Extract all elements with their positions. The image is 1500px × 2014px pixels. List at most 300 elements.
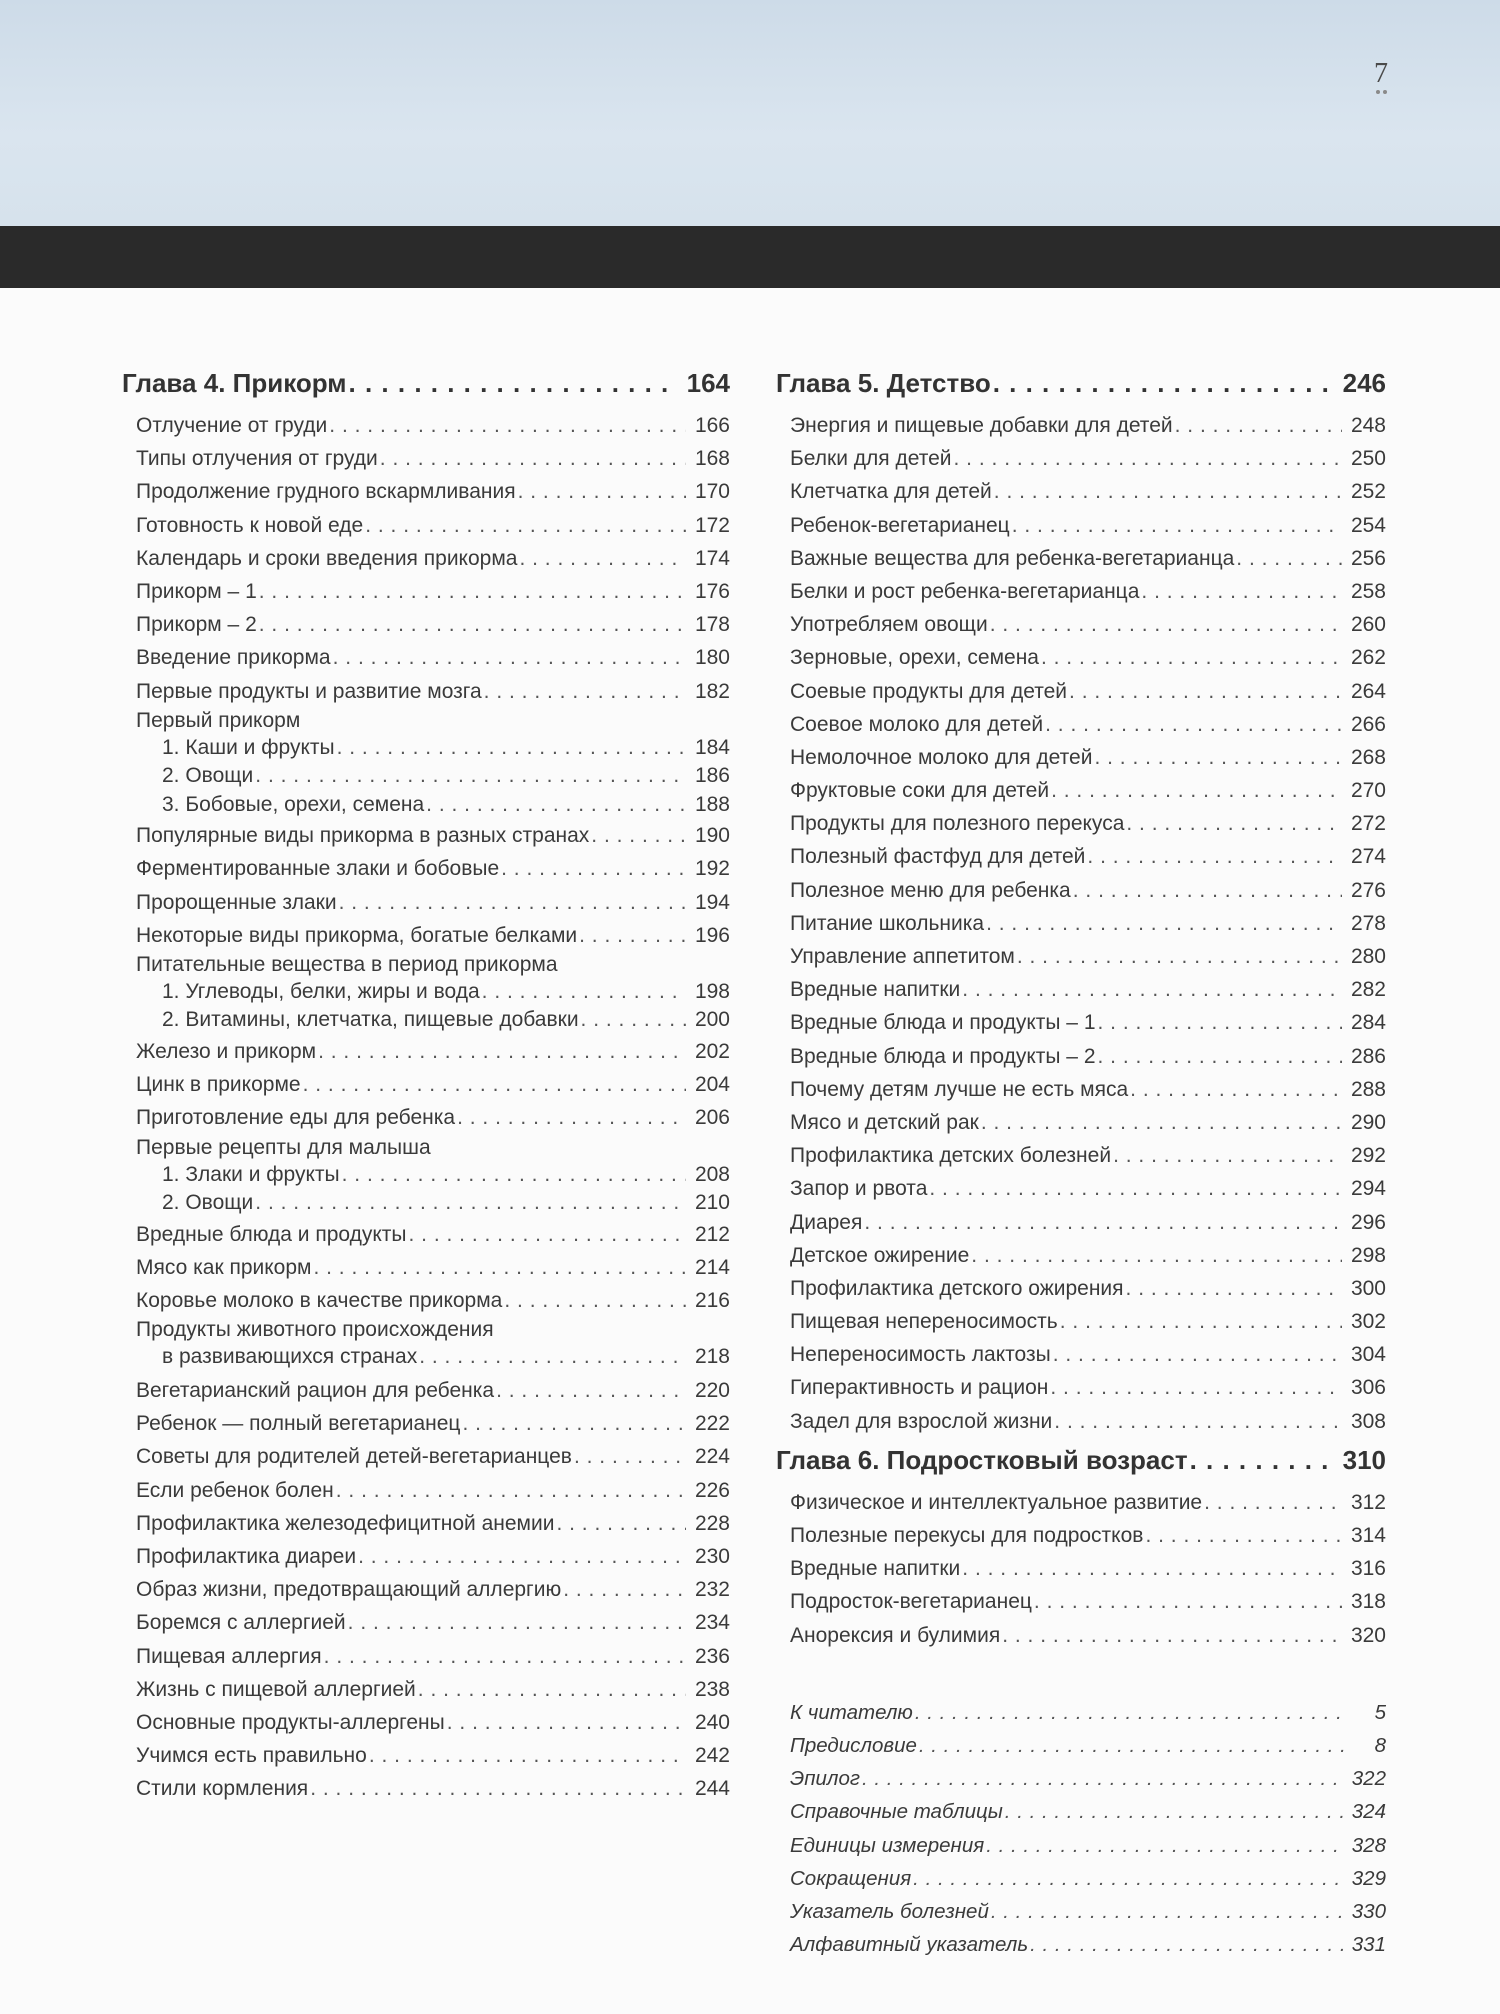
toc-entry[interactable]	[122, 919, 730, 952]
dot-leader	[342, 1161, 686, 1190]
toc-entry[interactable]	[776, 608, 1386, 641]
entry-page: 200	[694, 1008, 730, 1032]
toc-entry[interactable]	[122, 1135, 730, 1161]
entry-title: Мясо как прикорм	[136, 1255, 312, 1279]
toc-entry[interactable]	[776, 1040, 1386, 1073]
toc-entry[interactable]	[122, 509, 730, 542]
entry-page: 302	[1350, 1310, 1386, 1334]
toc-entry[interactable]	[122, 952, 730, 978]
toc-entry[interactable]	[776, 1619, 1386, 1652]
chapter-title: Глава 4. Прикорм	[122, 368, 347, 398]
entry-title: Жизнь с пищевой аллергией	[136, 1677, 416, 1701]
entry-page: 208	[694, 1162, 730, 1186]
entry-page: 266	[1350, 712, 1386, 736]
dot-leader	[1017, 940, 1342, 973]
toc-entry[interactable]	[122, 409, 730, 442]
entry-title: Коровье молоко в качестве прикорма	[136, 1288, 503, 1312]
dot-leader	[462, 1407, 686, 1440]
dot-leader	[349, 365, 677, 401]
entry-page: 226	[694, 1478, 730, 1502]
dot-leader	[408, 1218, 686, 1251]
toc-entry[interactable]	[776, 774, 1386, 807]
entry-page: 210	[694, 1191, 730, 1214]
toc-entry[interactable]	[122, 819, 730, 852]
entry-title: Вредные напитки	[790, 1557, 961, 1581]
entry-title: Белки для детей	[790, 447, 952, 471]
entry-title: Популярные виды прикорма в разных странах	[136, 824, 590, 848]
entry-title: Вегетарианский рацион для ребенка	[136, 1379, 495, 1403]
entry-title: Задел для взрослой жизни	[790, 1409, 1053, 1433]
entry-page: 170	[694, 480, 730, 504]
toc-entry[interactable]	[776, 1895, 1386, 1928]
toc-entry[interactable]	[122, 475, 730, 508]
dot-leader	[986, 907, 1342, 940]
toc-entry[interactable]	[122, 1407, 730, 1440]
dot-leader	[318, 1035, 686, 1068]
entry-title: Продукты для полезного перекуса	[790, 812, 1125, 836]
entry-page: 252	[1350, 480, 1386, 504]
entry-title: Гиперактивность и рацион	[790, 1376, 1049, 1400]
entry-title: Советы для родителей детей-вегетарианцев	[136, 1445, 572, 1469]
dot-leader	[504, 1284, 686, 1317]
dot-leader	[962, 973, 1342, 1006]
dot-leader	[864, 1206, 1342, 1239]
toc-entry[interactable]	[122, 1068, 730, 1101]
toc-entry[interactable]	[122, 1317, 730, 1343]
dot-leader	[501, 852, 686, 885]
toc-entry[interactable]	[776, 1696, 1386, 1729]
dot-leader	[313, 1251, 686, 1284]
entry-page: 180	[694, 646, 730, 670]
toc-entry[interactable]	[776, 1106, 1386, 1139]
entry-title: К читателю	[790, 1700, 913, 1724]
entry-page: 312	[1350, 1490, 1386, 1514]
toc-entry[interactable]	[776, 475, 1386, 508]
entry-title: Учимся есть правильно	[136, 1744, 367, 1768]
entry-page: 182	[694, 679, 730, 703]
entry-page: 254	[1350, 513, 1386, 537]
entry-page: 286	[1350, 1044, 1386, 1068]
toc-entry[interactable]	[776, 1405, 1386, 1438]
entry-title: Клетчатка для детей	[790, 480, 992, 504]
toc-entry[interactable]	[776, 1729, 1386, 1762]
entry-page: 5	[1374, 1700, 1386, 1724]
entry-page: 320	[1350, 1623, 1386, 1647]
toc-entry[interactable]	[122, 1606, 730, 1639]
dot-leader	[962, 1552, 1342, 1585]
toc-entry[interactable]	[776, 442, 1386, 475]
toc-entry[interactable]	[776, 807, 1386, 840]
dot-leader	[419, 1343, 686, 1371]
toc-entry[interactable]	[776, 907, 1386, 940]
toc-entry[interactable]	[122, 1161, 730, 1190]
toc-entry[interactable]	[776, 708, 1386, 741]
dot-leader	[333, 641, 686, 674]
dot-leader	[259, 575, 686, 608]
toc-entry[interactable]	[776, 1172, 1386, 1205]
entry-page: 306	[1350, 1376, 1386, 1400]
dot-leader	[336, 1474, 686, 1507]
entry-page: 222	[694, 1412, 730, 1436]
toc-entry[interactable]	[776, 1305, 1386, 1338]
toc-entry[interactable]	[122, 608, 730, 641]
entry-title: Немолочное молоко для детей	[790, 745, 1093, 769]
entry-page: 268	[1350, 745, 1386, 769]
entry-title: 3. Бобовые, орехи, семена	[162, 792, 425, 816]
toc-entry[interactable]	[122, 1540, 730, 1573]
toc-entry[interactable]	[776, 1206, 1386, 1239]
toc-entry[interactable]	[776, 542, 1386, 575]
header-band	[0, 0, 1500, 226]
entry-title: Употребляем овощи	[790, 613, 988, 637]
dot-leader	[1053, 1338, 1342, 1371]
dot-leader	[1005, 1795, 1344, 1828]
entry-page: 232	[694, 1578, 730, 1602]
toc-entry[interactable]	[776, 1006, 1386, 1039]
entry-title: Управление аппетитом	[790, 945, 1015, 968]
dot-leader	[1098, 1006, 1342, 1039]
toc-entry[interactable]	[122, 1251, 730, 1284]
toc-entry[interactable]	[776, 1928, 1386, 1961]
toc-entry[interactable]	[122, 1573, 730, 1606]
dot-leader	[1030, 1928, 1344, 1961]
dot-leader	[1141, 575, 1342, 608]
entry-page: 188	[694, 792, 730, 816]
dot-leader	[482, 978, 686, 1007]
entry-title: Продолжение грудного вскармливания	[136, 480, 516, 504]
entry-title: Вредные блюда и продукты – 1	[790, 1011, 1096, 1035]
toc-entry[interactable]	[776, 840, 1386, 873]
dot-leader	[929, 1172, 1342, 1205]
entry-title: Мясо и детский рак	[790, 1110, 979, 1134]
entry-title: Отлучение от груди	[136, 414, 328, 437]
entry-page: 228	[694, 1511, 730, 1535]
toc-entry[interactable]	[122, 1374, 730, 1407]
dot-leader	[1002, 1619, 1342, 1652]
chapter-heading[interactable]	[776, 1442, 1386, 1486]
chapter-heading[interactable]	[776, 365, 1386, 409]
entry-page: 322	[1351, 1767, 1386, 1791]
toc-entry[interactable]	[122, 1739, 730, 1772]
toc-entry[interactable]	[776, 409, 1386, 442]
header-divider-bar	[0, 226, 1500, 288]
toc-entry[interactable]	[776, 1073, 1386, 1106]
dot-leader	[496, 1374, 686, 1407]
dot-leader	[329, 409, 686, 442]
page-number-ornament	[1371, 90, 1391, 96]
toc-entry[interactable]	[776, 1762, 1386, 1795]
entry-page: 292	[1350, 1144, 1386, 1168]
entry-title: Эпилог	[790, 1767, 860, 1791]
dot-leader	[579, 919, 686, 952]
entry-title: Продукты животного происхождения	[136, 1318, 494, 1342]
entry-title: Введение прикорма	[136, 646, 331, 670]
toc-entry[interactable]	[122, 978, 730, 1007]
dot-leader	[365, 509, 686, 542]
entry-page: 328	[1351, 1833, 1386, 1857]
entry-page: 280	[1350, 945, 1386, 968]
toc-entry[interactable]	[776, 1486, 1386, 1519]
toc-entry[interactable]	[122, 762, 730, 791]
entry-page: 314	[1350, 1524, 1386, 1547]
toc-entry[interactable]	[122, 442, 730, 475]
toc-entry[interactable]	[776, 1139, 1386, 1172]
toc-entry[interactable]	[122, 791, 730, 820]
entry-page: 172	[694, 513, 730, 537]
entry-title: Типы отлучения от груди	[136, 447, 378, 471]
dot-leader	[862, 1762, 1344, 1795]
entry-title: Образ жизни, предотвращающий аллергию	[136, 1578, 562, 1602]
toc-entry[interactable]	[776, 874, 1386, 907]
entry-title: Зерновые, орехи, семена	[790, 646, 1039, 670]
entry-title: Сокращения	[790, 1866, 912, 1890]
entry-page: 168	[694, 447, 730, 471]
toc-entry[interactable]	[122, 1673, 730, 1706]
toc-list	[122, 409, 730, 1806]
entry-page: 216	[694, 1288, 730, 1312]
entry-page: 244	[694, 1777, 730, 1801]
dot-leader	[1190, 1442, 1333, 1478]
entry-page: 278	[1350, 911, 1386, 935]
toc-entry[interactable]	[776, 741, 1386, 774]
dot-leader	[447, 1706, 686, 1739]
entry-title: Профилактика железодефицитной анемии	[136, 1511, 555, 1535]
dot-leader	[1236, 542, 1342, 575]
entry-page: 324	[1351, 1800, 1386, 1824]
toc-entry[interactable]	[122, 1640, 730, 1673]
toc-entry[interactable]	[776, 1272, 1386, 1305]
entry-page: 294	[1350, 1177, 1386, 1201]
entry-title: Приготовление еды для ребенка	[136, 1106, 456, 1130]
entry-page: 290	[1350, 1110, 1386, 1134]
dot-leader	[1069, 675, 1342, 708]
toc-entry[interactable]	[122, 641, 730, 674]
entry-title: Указатель болезней	[790, 1899, 989, 1923]
toc-entry[interactable]	[122, 1035, 730, 1068]
entry-page: 288	[1350, 1077, 1386, 1101]
toc-entry[interactable]	[776, 1239, 1386, 1272]
entry-page: 240	[694, 1710, 730, 1734]
toc-entry[interactable]	[776, 1585, 1386, 1618]
dot-leader	[457, 1101, 686, 1134]
chapter-page: 164	[686, 368, 730, 398]
entry-page: 318	[1350, 1590, 1386, 1614]
toc-entry[interactable]	[776, 1862, 1386, 1895]
toc-entry[interactable]	[122, 575, 730, 608]
entry-title: Пищевая непереносимость	[790, 1310, 1058, 1334]
entry-page: 238	[694, 1677, 730, 1701]
dot-leader	[519, 542, 686, 575]
dot-leader	[324, 1640, 686, 1673]
entry-title: 2. Витамины, клетчатка, пищевые добавки	[162, 1008, 579, 1032]
entry-page: 218	[694, 1345, 730, 1369]
toc-entry[interactable]	[122, 1772, 730, 1805]
dot-leader	[981, 1106, 1342, 1139]
dot-leader	[993, 365, 1333, 401]
toc-entry[interactable]	[122, 1474, 730, 1507]
toc-entry[interactable]	[122, 1440, 730, 1473]
dot-leader	[303, 1068, 686, 1101]
dot-leader	[1094, 741, 1342, 774]
entry-title: в развивающихся странах	[162, 1345, 418, 1369]
toc-entry[interactable]	[776, 973, 1386, 1006]
entry-title: Ребенок-вегетарианец	[790, 513, 1010, 537]
entry-page: 242	[694, 1744, 730, 1768]
page-number: 7	[1374, 58, 1388, 89]
dot-leader	[1098, 1040, 1342, 1073]
toc-entry[interactable]	[122, 708, 730, 734]
entry-page: 284	[1350, 1011, 1386, 1035]
entry-title: Справочные таблицы	[790, 1800, 1003, 1824]
dot-leader	[339, 886, 686, 919]
dot-leader	[1126, 1272, 1342, 1305]
dot-leader	[1175, 409, 1342, 442]
entry-page: 260	[1350, 613, 1386, 637]
entry-title: Профилактика детского ожирения	[790, 1276, 1124, 1300]
chapter-heading[interactable]	[122, 365, 730, 409]
toc-entry[interactable]	[122, 852, 730, 885]
dot-leader	[1051, 774, 1342, 807]
entry-title: Почему детям лучше не есть мяса	[790, 1077, 1129, 1101]
entry-page: 8	[1374, 1733, 1386, 1757]
entry-title: 2. Овощи	[162, 1191, 254, 1214]
entry-title: Соевые продукты для детей	[790, 679, 1068, 703]
chapter-page: 246	[1342, 368, 1386, 398]
entry-title: Полезный фастфуд для детей	[790, 845, 1086, 869]
entry-title: Цинк в прикорме	[136, 1073, 301, 1097]
entry-page: 214	[694, 1255, 730, 1279]
entry-page: 298	[1350, 1243, 1386, 1267]
entry-title: Прикорм – 2	[136, 613, 257, 637]
dot-leader	[1126, 807, 1342, 840]
dot-leader	[1204, 1486, 1342, 1519]
entry-page: 316	[1350, 1557, 1386, 1581]
entry-page: 194	[694, 890, 730, 914]
toc-entry[interactable]	[122, 542, 730, 575]
entry-title: Диарея	[790, 1210, 863, 1234]
entry-page: 174	[694, 546, 730, 570]
toc-entry[interactable]	[122, 1189, 730, 1218]
entry-title: Ферментированные злаки и бобовые	[136, 857, 500, 881]
entry-page: 166	[694, 414, 730, 437]
entry-page: 256	[1350, 546, 1386, 570]
entry-page: 212	[694, 1222, 730, 1246]
toc-entry[interactable]	[122, 1218, 730, 1251]
dot-leader	[1073, 874, 1342, 907]
entry-title: Предисловие	[790, 1733, 917, 1757]
toc-entry[interactable]	[122, 1343, 730, 1374]
toc-entry[interactable]	[122, 1706, 730, 1739]
dot-leader	[1045, 708, 1342, 741]
dot-leader	[991, 1895, 1344, 1928]
toc-entry[interactable]	[776, 1338, 1386, 1371]
entry-page: 224	[694, 1445, 730, 1469]
dot-leader	[563, 1573, 686, 1606]
entry-title: Боремся с аллергией	[136, 1611, 346, 1635]
entry-title: Подросток-вегетарианец	[790, 1590, 1032, 1614]
dot-leader	[915, 1696, 1346, 1729]
toc-entry[interactable]	[776, 1795, 1386, 1828]
entry-page: 296	[1350, 1210, 1386, 1234]
entry-title: Фруктовые соки для детей	[790, 779, 1050, 803]
dot-leader	[919, 1729, 1346, 1762]
toc-entry[interactable]	[776, 675, 1386, 708]
entry-page: 304	[1350, 1343, 1386, 1367]
toc-entry[interactable]	[776, 1371, 1386, 1404]
entry-page: 308	[1350, 1409, 1386, 1433]
entry-title: 1. Злаки и фрукты	[162, 1162, 340, 1186]
dot-leader	[1060, 1305, 1342, 1338]
toc-entry[interactable]	[776, 1829, 1386, 1862]
entry-title: Полезное меню для ребенка	[790, 878, 1071, 902]
entry-page: 264	[1350, 679, 1386, 703]
entry-page: 331	[1351, 1933, 1386, 1957]
entry-page: 282	[1350, 978, 1386, 1002]
toc-entry[interactable]	[776, 940, 1386, 973]
toc-entry[interactable]	[122, 886, 730, 919]
toc-entry[interactable]	[122, 675, 730, 708]
dot-leader	[1054, 1405, 1342, 1438]
toc-entry[interactable]	[122, 1284, 730, 1317]
entry-title: 1. Каши и фрукты	[162, 735, 335, 759]
toc-entry[interactable]	[776, 641, 1386, 674]
entry-page: 202	[694, 1039, 730, 1063]
entry-page: 272	[1350, 812, 1386, 836]
toc-entry[interactable]	[122, 1507, 730, 1540]
entry-page: 330	[1351, 1899, 1386, 1923]
entry-title: Стили кормления	[136, 1777, 309, 1801]
entry-title: Запор и рвота	[790, 1177, 928, 1201]
toc-list	[776, 1486, 1386, 1652]
toc-entry[interactable]	[776, 509, 1386, 542]
entry-title: Профилактика детских болезней	[790, 1144, 1112, 1168]
entry-title: Энергия и пищевые добавки для детей	[790, 414, 1173, 437]
entry-page: 274	[1350, 845, 1386, 869]
entry-title: Первые продукты и развитие мозга	[136, 679, 482, 703]
dot-leader	[310, 1772, 686, 1805]
entry-page: 270	[1350, 779, 1386, 803]
toc-entry[interactable]	[122, 1006, 730, 1035]
entry-title: Питание школьника	[790, 911, 985, 935]
dot-leader	[418, 1673, 686, 1706]
entry-page: 204	[694, 1073, 730, 1097]
chapter-title: Глава 5. Детство	[776, 368, 991, 398]
dot-leader	[591, 819, 686, 852]
entry-title: Календарь и сроки введения прикорма	[136, 546, 518, 570]
entry-page: 220	[694, 1379, 730, 1403]
toc-entry[interactable]	[122, 1101, 730, 1134]
entry-page: 236	[694, 1644, 730, 1668]
dot-leader	[913, 1862, 1344, 1895]
toc-entry[interactable]	[776, 1519, 1386, 1552]
dot-leader	[1087, 840, 1342, 873]
toc-entry[interactable]	[776, 1552, 1386, 1585]
dot-leader	[255, 762, 686, 791]
entry-title: Физическое и интеллектуальное развитие	[790, 1490, 1203, 1514]
entry-title: Соевое молоко для детей	[790, 712, 1044, 736]
dot-leader	[954, 442, 1342, 475]
entry-title: Вредные блюда и продукты	[136, 1222, 407, 1246]
entry-title: Профилактика диареи	[136, 1545, 357, 1568]
dot-leader	[1130, 1073, 1342, 1106]
entry-title: Важные вещества для ребенка-вегетарианца	[790, 546, 1235, 570]
toc-entry[interactable]	[122, 734, 730, 763]
dot-leader	[1145, 1519, 1342, 1552]
dot-leader	[1041, 641, 1342, 674]
entry-title: Непереносимость лактозы	[790, 1343, 1051, 1367]
toc-entry[interactable]	[776, 575, 1386, 608]
dot-leader	[986, 1829, 1344, 1862]
